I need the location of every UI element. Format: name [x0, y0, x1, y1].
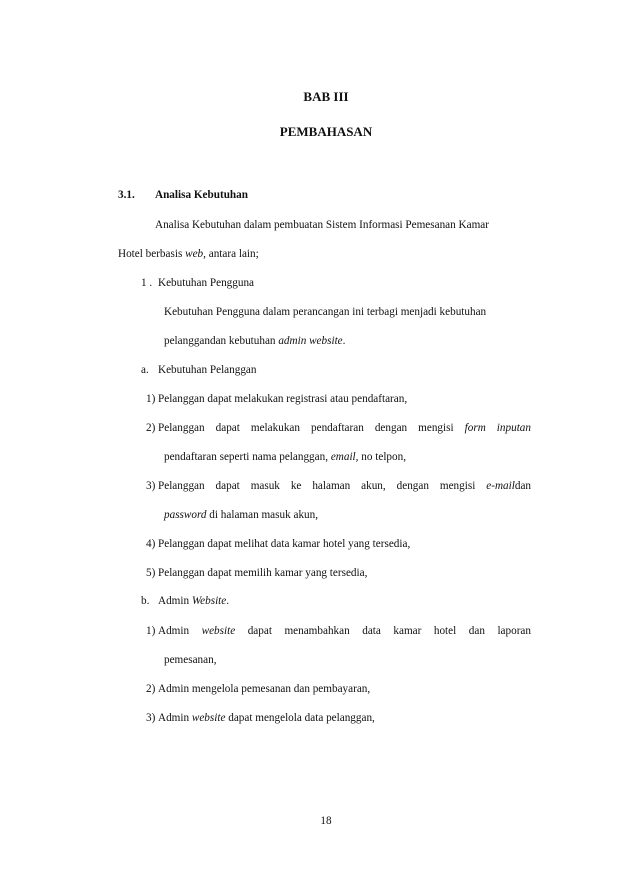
- list-item-number: 2): [146, 422, 156, 434]
- list-item-number: 4): [146, 538, 156, 550]
- list-item-continuation: pendaftaran seperti nama pelanggan, email, no telpon,: [164, 451, 407, 463]
- list-item: Pelanggan dapat melakukan registrasi atau pendaftaran,: [158, 393, 408, 405]
- list-item: Admin mengelola pemesanan dan pembayaran,: [158, 683, 371, 695]
- intro-line-1: Analisa Kebutuhan dalam pembuatan Sistem Informasi Pemesanan Kamar: [155, 219, 489, 231]
- sub-a-marker: a.: [141, 364, 149, 376]
- sub-b-marker: b.: [141, 595, 150, 607]
- list-item-number: 1): [146, 393, 156, 405]
- list-item-number: 3): [146, 480, 156, 492]
- item-1-para-line-2: pelanggandan kebutuhan admin website.: [164, 335, 346, 347]
- list-item-number: 1): [146, 625, 156, 637]
- item-1-marker: 1 .: [141, 277, 153, 289]
- item-1-title: Kebutuhan Pengguna: [158, 277, 255, 289]
- item-1-para-line-1: Kebutuhan Pengguna dalam perancangan ini terbagi menjadi kebutuhan: [164, 306, 487, 318]
- list-item-continuation: password di halaman masuk akun,: [164, 509, 319, 521]
- page-number: 18: [320, 815, 332, 827]
- list-item-number: 2): [146, 683, 156, 695]
- list-item: Admin website dapat menambahkan data kamar hotel dan laporan: [158, 625, 531, 637]
- sub-b-title: Admin Website.: [158, 595, 230, 607]
- intro-line-2: Hotel berbasis web, antara lain;: [118, 248, 259, 260]
- section-title: Analisa Kebutuhan: [155, 189, 248, 201]
- list-item: Pelanggan dapat masuk ke halaman akun, dengan mengisi e-maildan: [158, 480, 531, 492]
- sub-a-title: Kebutuhan Pelanggan: [158, 364, 257, 376]
- list-item: Pelanggan dapat melihat data kamar hotel yang tersedia,: [158, 538, 411, 550]
- list-item: Pelanggan dapat melakukan pendaftaran dengan mengisi form inputan: [158, 422, 531, 434]
- chapter-heading: BAB III: [303, 89, 349, 104]
- list-item: Pelanggan dapat memilih kamar yang tersedia,: [158, 567, 368, 579]
- chapter-title: PEMBAHASAN: [279, 124, 373, 139]
- list-item-number: 5): [146, 567, 156, 579]
- list-item: Admin website dapat mengelola data pelanggan,: [158, 712, 375, 724]
- section-number: 3.1.: [118, 189, 135, 201]
- list-item-number: 3): [146, 712, 156, 724]
- list-item-continuation: pemesanan,: [164, 654, 217, 666]
